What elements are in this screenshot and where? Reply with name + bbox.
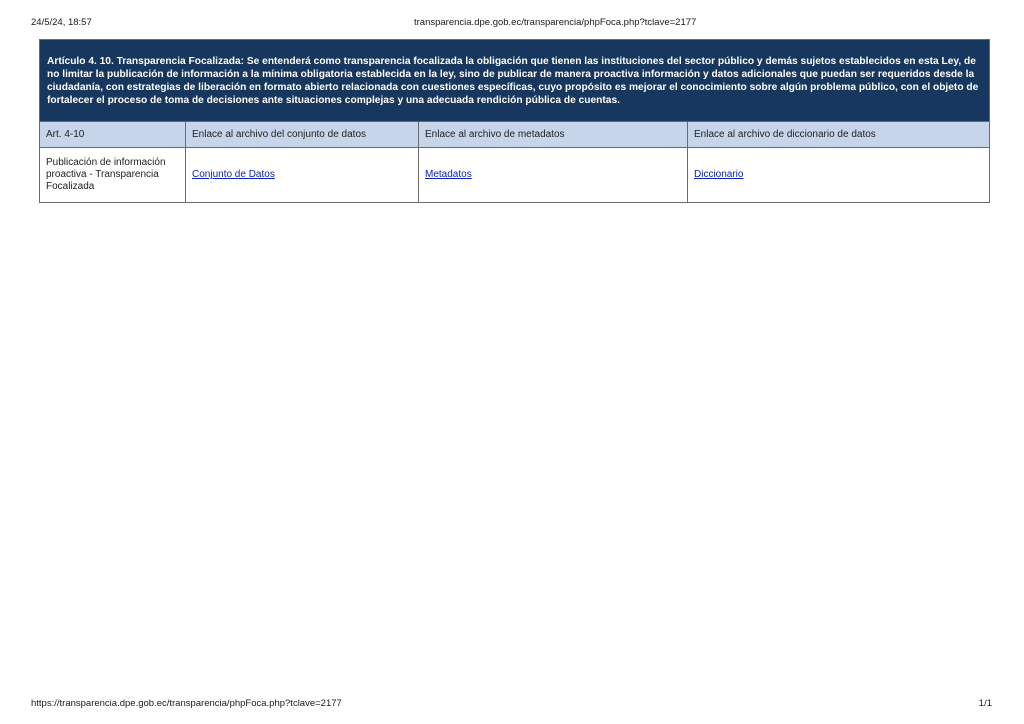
print-page-title: transparencia.dpe.gob.ec/transparencia/phpFoca.php?tclave=2177 bbox=[414, 17, 697, 28]
table-header-row bbox=[40, 122, 990, 148]
column-header-metadata: Enlace al archivo de metadatos bbox=[419, 122, 688, 148]
table-row bbox=[40, 148, 990, 203]
table-title-row bbox=[40, 40, 990, 122]
metadata-link[interactable]: Metadatos bbox=[425, 169, 472, 180]
print-datetime: 24/5/24, 18:57 bbox=[31, 17, 92, 28]
row-description: Publicación de información proactiva - Transparencia Focalizada bbox=[40, 148, 186, 203]
transparency-table bbox=[39, 39, 990, 203]
column-header-dataset: Enlace al archivo del conjunto de datos bbox=[186, 122, 419, 148]
dataset-link[interactable]: Conjunto de Datos bbox=[192, 169, 275, 180]
dictionary-link[interactable]: Diccionario bbox=[694, 169, 744, 180]
print-page-count: 1/1 bbox=[978, 698, 992, 709]
print-footer-url: https://transparencia.dpe.gob.ec/transparencia/phpFoca.php?tclave=2177 bbox=[31, 698, 342, 709]
dictionary-cell bbox=[688, 148, 990, 203]
column-header-article: Art. 4-10 bbox=[40, 122, 186, 148]
transparency-table-container bbox=[39, 39, 989, 203]
table-title: Artículo 4. 10. Transparencia Focalizada: Se entenderá como transparencia focalizada la obligación que tienen las instituciones del sector público y demás sujetos establecidos en esta Ley, de no limitar la publicación de información a la mínima obligatoria establecida en la ley, sino de publicar de manera proactiva información y datos adicionales que puedan ser requeridos desde la ciudadanía, con estrategias de liberación en formato abierto relacionada con cuestiones específicas, cuyo propósito es mejorar el conocimiento sobre algún problema público, con el objeto de fortalecer el proceso de toma de decisiones ante situaciones complejas y una adecuada rendición pública de cuentas. bbox=[40, 40, 990, 122]
metadata-cell bbox=[419, 148, 688, 203]
column-header-dictionary: Enlace al archivo de diccionario de datos bbox=[688, 122, 990, 148]
dataset-cell bbox=[186, 148, 419, 203]
